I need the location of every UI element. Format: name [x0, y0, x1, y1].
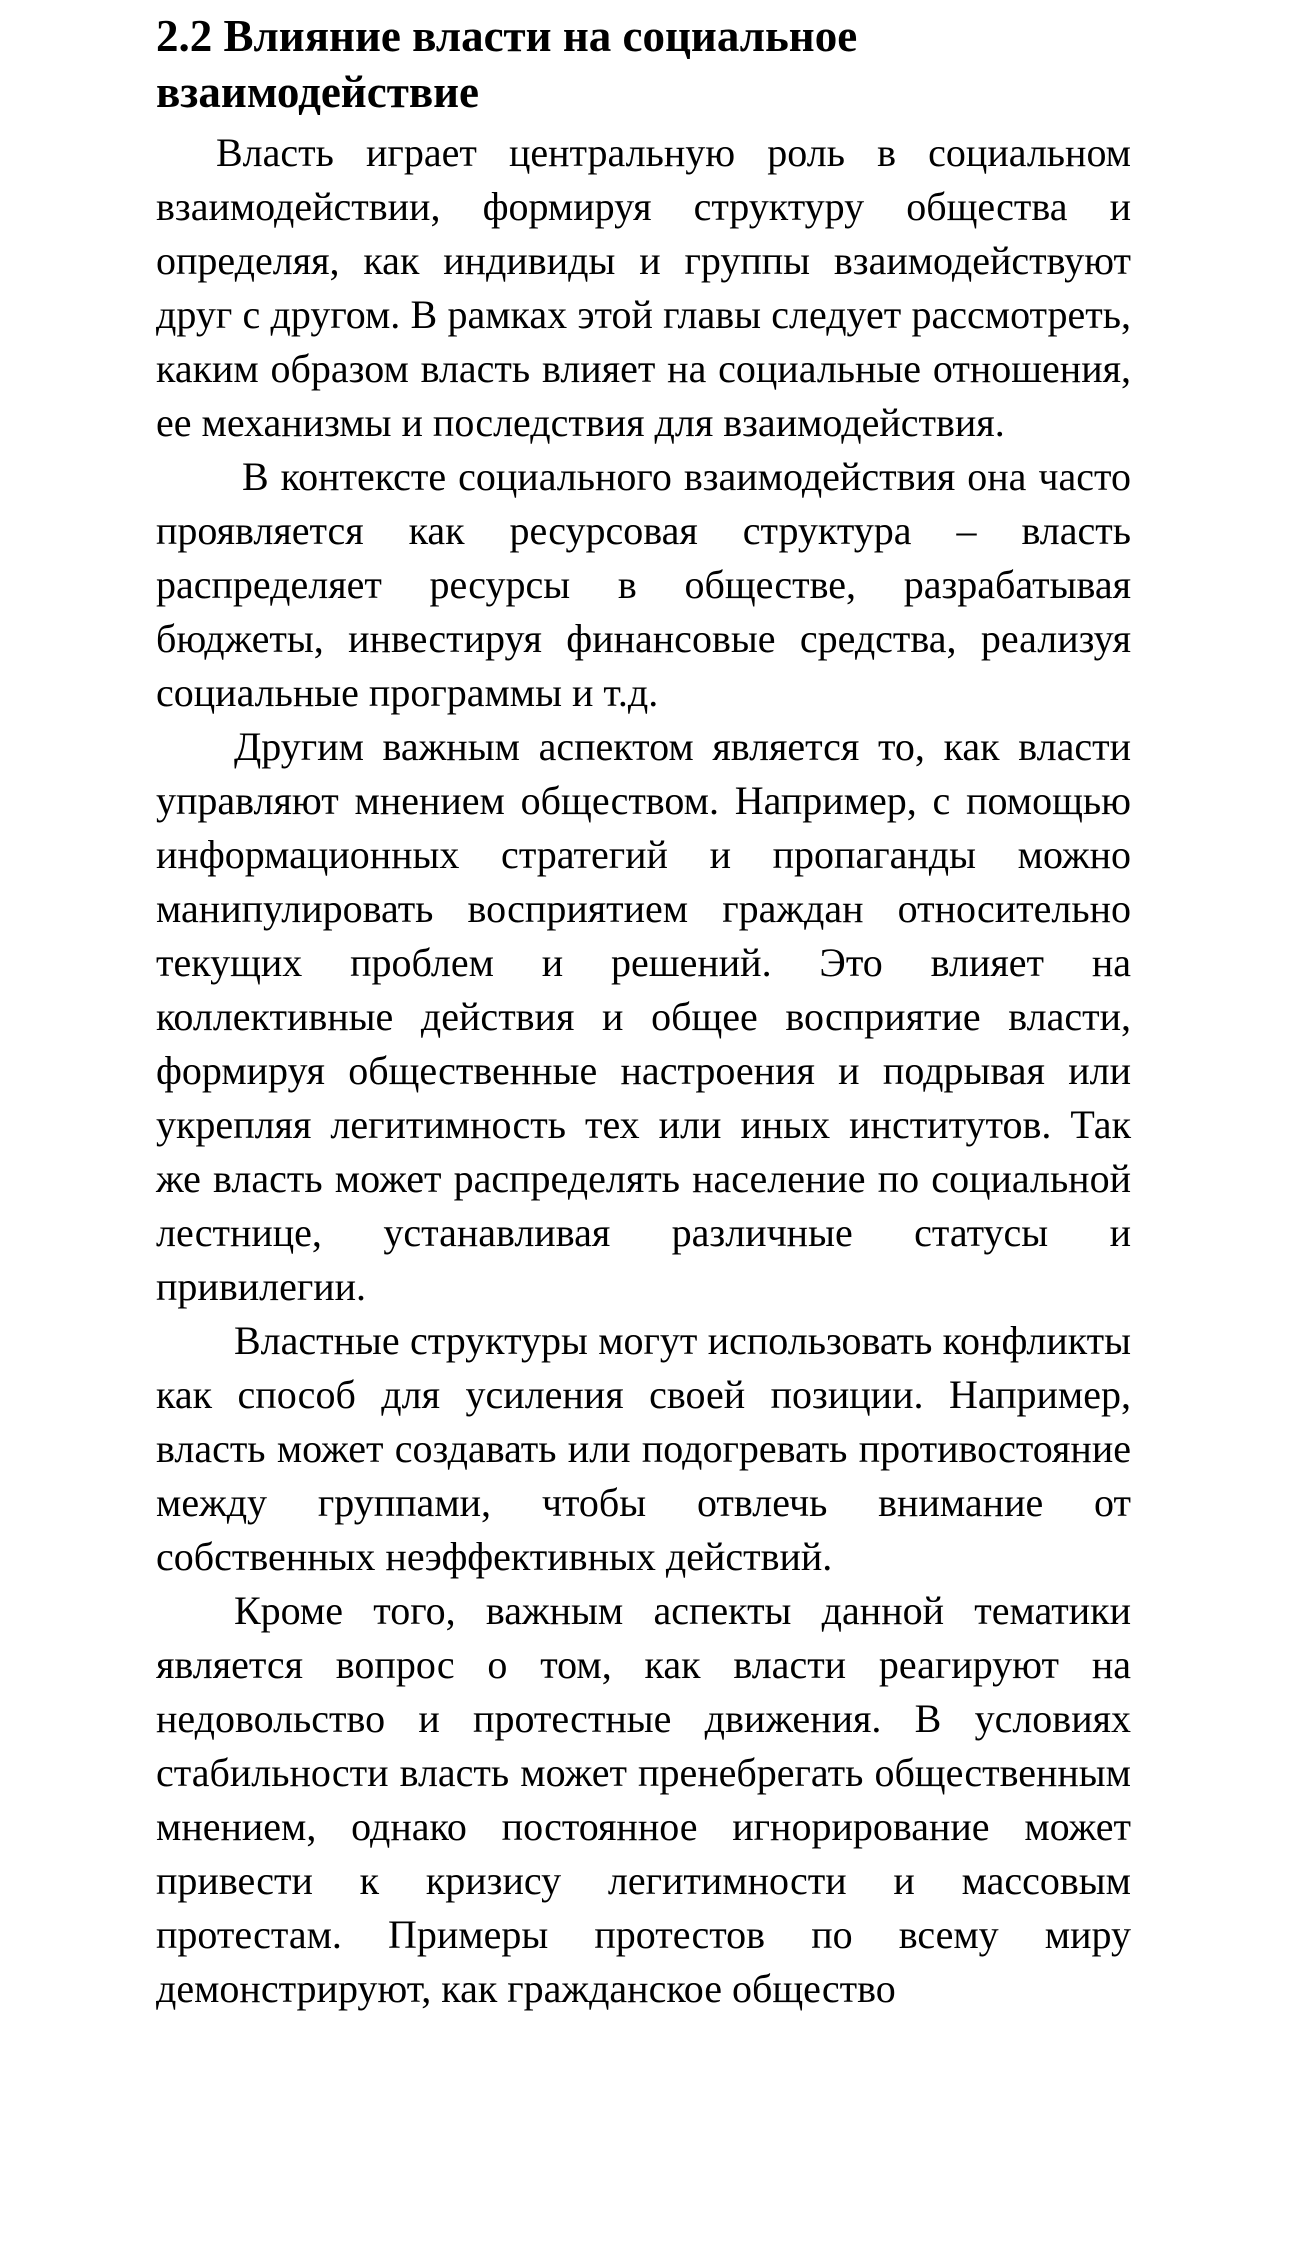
paragraph-3: Другим важным аспектом является то, как власти управляют мнением обществом. Например, с помощью информационных стратегий и пропаганды можно манипулировать восприятием граждан относительно текущих проблем и решений. Это влияет на коллективные действия и общее восприятие власти, формируя общественные настроения и подрывая или укрепляя легитимность тех или иных институтов. Так же власть может распределять население по социальной лестнице, устанавливая различные статусы и привилегии. — [156, 724, 1131, 1309]
paragraph-4: Властные структуры могут использовать конфликты как способ для усиления своей позиции. Например, власть может создавать или подогревать противостояние между группами, чтобы отвлечь внимание от собственных неэффективных действий. — [156, 1318, 1131, 1579]
paragraph-5: Кроме того, важным аспекты данной тематики является вопрос о том, как власти реагируют на недовольство и протестные движения. В условиях стабильности власть может пренебрегать общественным мнением, однако постоянное игнорирование может привести к кризису легитимности и массовым протестам. Примеры протестов по всему миру демонстрируют, как гражданское общество — [156, 1588, 1131, 2011]
paragraph-2: В контексте социального взаимодействия она часто проявляется как ресурсовая структура – власть распределяет ресурсы в обществе, разрабатывая бюджеты, инвестируя финансовые средства, реализуя социальные программы и т.д. — [156, 454, 1131, 715]
section-heading: 2.2 Влияние власти на социальное взаимодействие — [156, 11, 858, 117]
paragraph-1: Власть играет центральную роль в социальном взаимодействии, формируя структуру общества и определяя, как индивиды и группы взаимодействуют друг с другом. В рамках этой главы следует рассмотреть, каким образом власть влияет на социальные отношения, ее механизмы и последствия для взаимодействия. — [156, 130, 1131, 445]
document-page — [156, 8, 1131, 2016]
